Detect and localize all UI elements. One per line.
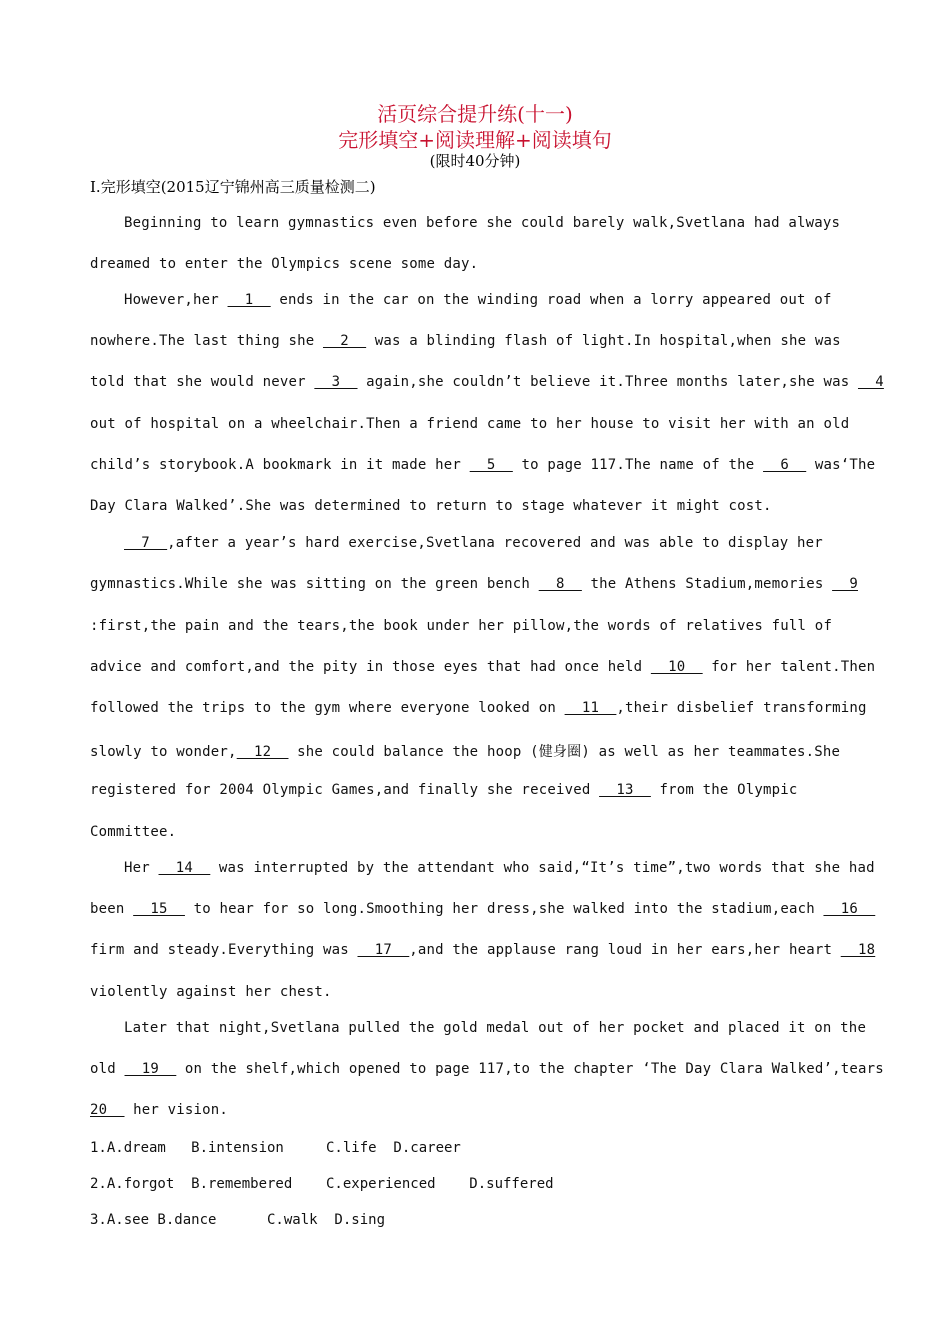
passage-text: firm and steady.Everything was [90,942,358,958]
passage-text: followed the trips to the gym where everyone looked on [90,700,565,716]
passage-text: violently against her chest. [90,984,332,1000]
passage-text: ,after a year’s hard exercise,Svetlana recovered and was able to display her [167,535,823,551]
blank-16[interactable]: 16 [823,901,876,917]
passage-text: old [90,1061,125,1077]
passage-text: she could balance the hoop (健身圈) as well as her teammates.She [288,744,841,760]
worksheet-subtitle: 完形填空+阅读理解+阅读填句 [338,128,612,152]
blank-8[interactable]: 8 [538,576,582,592]
worksheet-title: 活页综合提升练(十一) [377,102,573,126]
passage-line [90,1061,884,1077]
blank-19[interactable]: 19 [124,1061,177,1077]
passage-text: advice and comfort,and the pity in those eyes that had once held [90,659,651,675]
passage-line [90,333,841,349]
passage-text: Beginning to learn gymnastics even before she could barely walk,Svetlana had always [124,215,841,231]
passage-text: was interrupted by the attendant who said,“It’s time”,two words that she had [210,860,875,876]
blank-14[interactable]: 14 [158,860,211,876]
passage-line [124,215,840,231]
passage-text: been [90,901,134,917]
passage-text: again,she couldn’t believe it.Three months later,she was [357,374,858,390]
passage-text: for her talent.Then [702,659,876,675]
question-2-options: 2.A.forgot B.remembered C.experienced D.suffered [90,1176,554,1192]
passage-text: Her [124,860,159,876]
passage-line [90,984,332,1000]
blank-1[interactable]: 1 [227,292,271,308]
blank-12[interactable]: 12 [236,744,289,760]
section-heading: I.完形填空(2015辽宁锦州高三质量检测二) [90,178,376,196]
blank-18[interactable]: 18 [840,942,876,958]
question-1-options: 1.A.dream B.intension C.life D.career [90,1140,461,1156]
blank-5[interactable]: 5 [469,457,513,473]
passage-text: was‘The [806,457,876,473]
blank-6[interactable]: 6 [763,457,807,473]
passage-line [90,457,875,473]
passage-line [124,292,832,308]
blank-7[interactable]: 7 [124,535,168,551]
passage-text: dreamed to enter the Olympics scene some day. [90,256,479,272]
passage-line [90,1102,228,1118]
time-limit: (限时40分钟) [429,152,521,170]
passage-text: slowly to wonder, [90,744,237,760]
passage-line [90,416,849,432]
blank-2[interactable]: 2 [322,333,367,349]
blank-3[interactable]: 3 [314,374,358,390]
passage-text: on the shelf,which opened to page 117,to the chapter ‘The Day Clara Walked’,tears [176,1061,884,1077]
passage-line [90,374,884,390]
passage-text: Later that night,Svetlana pulled the gold medal out of her pocket and placed it on the [124,1020,867,1036]
passage-line [90,901,875,917]
blank-13[interactable]: 13 [599,782,651,798]
blank-4[interactable]: 4 [857,374,884,390]
passage-text: However,her [124,292,228,308]
passage-text: told that she would never [90,374,315,390]
passage-text: Committee. [90,824,177,840]
passage-line [90,498,772,514]
blank-15[interactable]: 15 [133,901,185,917]
passage-line [90,942,875,958]
passage-text: her vision. [124,1102,229,1118]
passage-text: child’s storybook.A bookmark in it made her [90,457,470,473]
blank-20[interactable]: 20 [90,1102,125,1118]
passage-line [90,824,176,840]
passage-text: ends in the car on the winding road when a lorry appeared out of [270,292,832,308]
passage-line [90,782,798,798]
blank-9[interactable]: 9 [832,576,858,592]
question-3-options: 3.A.see B.dance C.walk D.sing [90,1212,386,1228]
passage-text: out of hospital on a wheelchair.Then a friend came to her house to visit her with an old [90,416,850,432]
passage-text: gymnastics.While she was sitting on the green bench [90,576,539,592]
passage-text: nowhere.The last thing she [90,333,323,349]
passage-line [90,741,840,761]
passage-text: the Athens Stadium,memories [581,576,833,592]
passage-text: from the Olympic [650,782,798,798]
passage-line [90,618,832,634]
passage-line [124,535,823,551]
passage-text: Day Clara Walked’.She was determined to return to stage whatever it might cost. [90,498,772,514]
passage-line [90,659,875,675]
passage-line [90,700,867,716]
passage-text: registered for 2004 Olympic Games,and finally she received [90,782,600,798]
passage-line [124,1020,866,1036]
passage-text: to hear for so long.Smoothing her dress,she walked into the stadium,each [184,901,824,917]
blank-11[interactable]: 11 [564,700,617,716]
passage-text: ,their disbelief transforming [616,700,867,716]
blank-17[interactable]: 17 [357,942,410,958]
passage-text: ,and the applause rang loud in her ears,her heart [409,942,841,958]
passage-text: :first,the pain and the tears,the book under her pillow,the words of relatives full of [90,618,833,634]
passage-line [124,860,875,876]
passage-text: to page 117.The name of the [512,457,764,473]
passage-line [90,576,858,592]
passage-text: was a blinding flash of light.In hospital,when she was [366,333,841,349]
passage-line [90,256,478,272]
blank-10[interactable]: 10 [650,659,703,675]
